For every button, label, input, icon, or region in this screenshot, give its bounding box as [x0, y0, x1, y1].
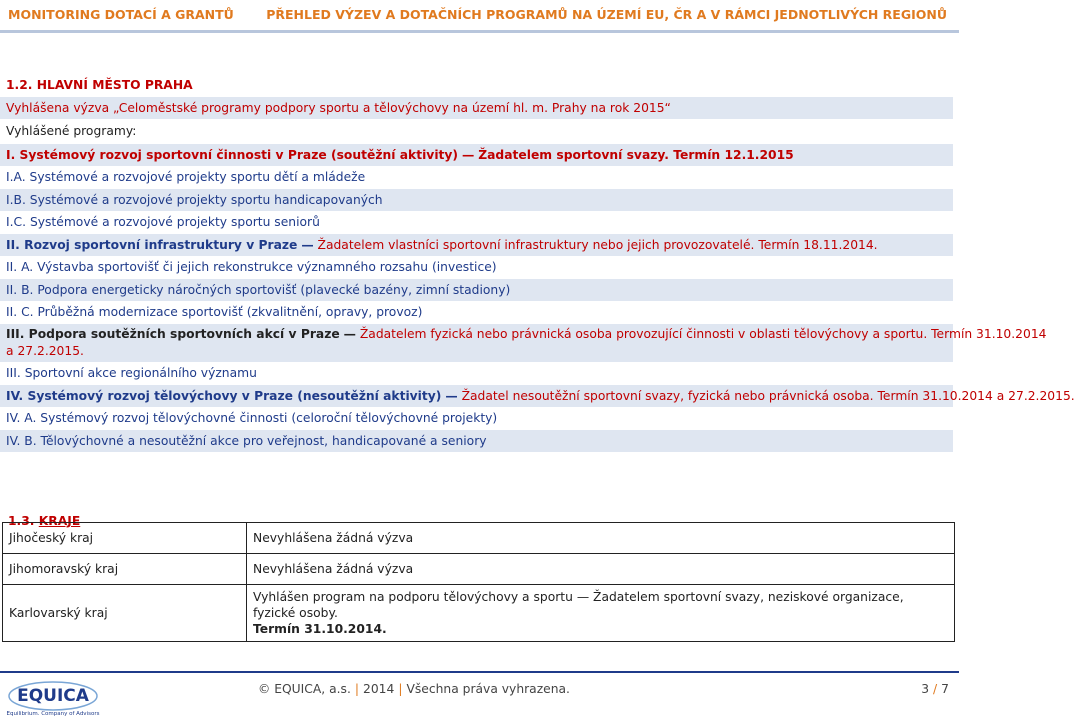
program-iii-detail: Žadatelem fyzická nebo právnická osoba provozující činnosti v oblasti tělovýchovy a sportu. Termín 31.10.2014: [359, 327, 1047, 341]
footer-separator: |: [398, 682, 403, 696]
program-i-detail: Žadatelem sportovní svazy. Termín 12.1.2015: [478, 148, 794, 162]
copyright-year: 2014: [363, 682, 395, 696]
program-iia-row: [0, 257, 953, 278]
equica-logo-icon: [6, 676, 101, 718]
program-i-title: I. Systémový rozvoj sportovní činnosti v Praze (soutěžní aktivity): [6, 148, 459, 162]
region-deadline: Termín 31.10.2014.: [253, 622, 387, 636]
current-page: 3: [921, 682, 930, 696]
footer-copyright: [258, 682, 570, 696]
program-iiia-row: [0, 363, 953, 384]
program-i-dash: —: [461, 148, 475, 162]
program-ic: I.C. Systémové a rozvojové projekty sportu seniorů: [6, 215, 320, 229]
svg-text:EQUICA: EQUICA: [17, 686, 89, 706]
program-ii-title: II. Rozvoj sportovní infrastruktury v Praze: [6, 238, 298, 252]
page-slash: /: [933, 682, 938, 696]
program-iia: II. A. Výstavba sportovišť či jejich rekonstrukce významného rozsahu (investice): [6, 260, 497, 274]
programs-label: Vyhlášené programy:: [6, 124, 137, 138]
program-ib: I.B. Systémové a rozvojové projekty sportu handicapovaných: [6, 193, 383, 207]
programs-label-row: [0, 121, 953, 142]
call-row: [0, 97, 953, 119]
page-header: [0, 0, 959, 34]
footer-rule: [0, 671, 959, 673]
program-iii-title: III. Podpora soutěžních sportovních akcí v Praze: [6, 327, 340, 341]
program-ivb-row: [0, 430, 953, 452]
rights-text: Všechna práva vyhrazena.: [406, 682, 570, 696]
program-iib-row: [0, 279, 953, 301]
program-iic: II. C. Průběžná modernizace sportovišť (zkvalitnění, opravy, provoz): [6, 305, 423, 319]
region-name: Jihočeský kraj: [3, 523, 247, 554]
call-announcement: Vyhlášena výzva „Celoměstské programy podpory sportu a tělovýchovy na území hl. m. Prahy na rok 2015“: [6, 101, 671, 115]
program-ii-row: [0, 234, 953, 256]
regions-table: [2, 522, 955, 642]
header-left-title: MONITORING DOTACÍ A GRANTŮ: [8, 7, 234, 22]
header-right-title: PŘEHLED VÝZEV A DOTAČNÍCH PROGRAMŮ NA ÚZEMÍ EU, ČR A V RÁMCI JEDNOTLIVÝCH REGIONŮ: [266, 7, 947, 22]
region-status: Nevyhlášena žádná výzva: [247, 523, 955, 554]
region-name: Jihomoravský kraj: [3, 554, 247, 585]
program-iv-row: [0, 385, 1075, 407]
region-status: Vyhlášen program na podporu tělovýchovy a sportu — Žadatelem sportovní svazy, neziskové organizace, fyzické osoby.: [253, 590, 904, 620]
table-row: [3, 554, 955, 585]
program-ii-detail: Žadatelem vlastníci sportovní infrastruktury nebo jejich provozovatelé. Termín 18.11.2014.: [317, 238, 878, 252]
program-iva-row: [0, 408, 953, 429]
program-ii-dash: —: [301, 238, 314, 252]
region-status-cell: [247, 585, 955, 642]
program-iv-dash: —: [445, 389, 458, 403]
program-ia: I.A. Systémové a rozvojové projekty sportu dětí a mládeže: [6, 170, 366, 184]
page-number: [921, 682, 949, 696]
regions-section-number: 1.3.: [8, 514, 35, 528]
program-ib-row: [0, 189, 953, 211]
region-name: Karlovarský kraj: [3, 585, 247, 642]
section-title: 1.2. HLAVNÍ MĚSTO PRAHA: [6, 78, 193, 92]
equica-logo: [6, 676, 101, 718]
table-row: [3, 523, 955, 554]
program-iv-detail: Žadatel nesoutěžní sportovní svazy, fyzická nebo právnická osoba. Termín 31.10.2014 a 27.2.2015.: [461, 389, 1075, 403]
program-iii-detail-cont: a 27.2.2015.: [6, 344, 84, 358]
program-ia-row: [0, 167, 953, 188]
program-iv-title: IV. Systémový rozvoj tělovýchovy v Praze (nesoutěžní aktivity): [6, 389, 442, 403]
copyright-text: © EQUICA, a.s.: [258, 682, 351, 696]
footer-separator: |: [354, 682, 360, 696]
program-iii-dash: —: [343, 327, 356, 341]
program-i-row: [0, 144, 953, 166]
program-iib: II. B. Podpora energeticky náročných sportovišť (plavecké bazény, zimní stadiony): [6, 283, 511, 297]
regions-section-label: KRAJE: [38, 514, 81, 528]
program-ivb: IV. B. Tělovýchovné a nesoutěžní akce pro veřejnost, handicapované a seniory: [6, 434, 487, 448]
program-iiia: III. Sportovní akce regionálního významu: [6, 366, 257, 380]
svg-text:Equilibrium. Company of Adviso: Equilibrium. Company of Advisors: [6, 711, 100, 717]
program-ic-row: [0, 212, 953, 233]
program-iic-row: [0, 302, 953, 323]
header-rule: [0, 30, 959, 33]
region-status: Nevyhlášena žádná výzva: [247, 554, 955, 585]
program-iva: IV. A. Systémový rozvoj tělovýchovné činnosti (celoroční tělovýchovné projekty): [6, 411, 498, 425]
program-iii-row: [0, 324, 1047, 362]
table-row: [3, 585, 955, 642]
total-pages: 7: [941, 682, 949, 696]
section-title-row: [0, 75, 953, 95]
